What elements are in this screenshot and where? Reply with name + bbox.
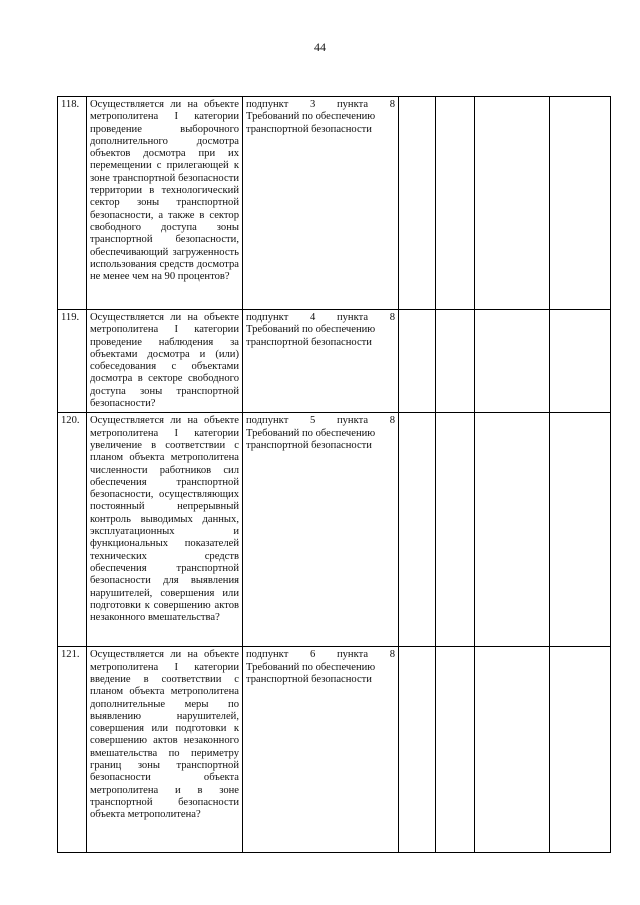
answer-cell-na — [475, 647, 550, 853]
row-number: 119. — [58, 310, 87, 413]
subpoint-number: 5 — [309, 415, 316, 427]
requirement-title: Требований по обеспечению транспортной безопасности — [246, 324, 376, 348]
answer-cell-yes — [399, 413, 436, 647]
subpoint-number: 3 — [309, 99, 316, 110]
row-number: 118. — [58, 97, 87, 310]
answer-cell-na — [475, 97, 550, 310]
point-number: 8 — [389, 312, 395, 323]
answer-cell-yes — [399, 310, 436, 413]
answer-cell-no — [436, 310, 475, 413]
requirement-reference — [243, 97, 399, 310]
subpoint-number: 6 — [309, 649, 316, 661]
row-number: 120. — [58, 413, 87, 647]
answer-cell-na — [475, 310, 550, 413]
checklist-table — [57, 96, 611, 853]
row-number: 121. — [58, 647, 87, 853]
answer-cell-no — [436, 647, 475, 853]
requirement-title: Требований по обеспечению транспортной безопасности — [246, 111, 376, 135]
table-row — [58, 310, 611, 413]
table-row — [58, 647, 611, 853]
answer-cell-yes — [399, 97, 436, 310]
subpoint-label: подпункт — [246, 312, 289, 323]
question-text: Осуществляется ли на объекте метрополитена I категории проведение выборочного дополнительного досмотра объектов досмотра при их перемещении с прилегающей к зоне транспортной безопасности территории в технологический сектор зоны транспортной безопасности, а также в сектор свободного доступа зоны транспортной безопасности, обеспечивающий загруженность использования средств досмотра не менее чем на 90 процентов? — [87, 97, 243, 310]
point-label: пункта — [336, 649, 369, 661]
point-label: пункта — [336, 99, 369, 110]
point-label: пункта — [336, 312, 369, 323]
question-text: Осуществляется ли на объекте метрополитена I категории введение в соответствии с планом объекта метрополитена дополнительные меры по выявлению нарушителей, совершения или подготовки к совершению актов незаконного вмешательства по периметру границ зоны транспортной безопасности объекта метрополитена и в зоне транспортной безопасности объекта метрополитена? — [87, 647, 243, 853]
answer-cell-no — [436, 413, 475, 647]
answer-cell-no — [436, 97, 475, 310]
note-cell — [550, 647, 611, 853]
table-row — [58, 413, 611, 647]
point-number: 8 — [389, 415, 395, 427]
answer-cell-yes — [399, 647, 436, 853]
requirement-title: Требований по обеспечению транспортной безопасности — [246, 661, 376, 685]
subpoint-number: 4 — [309, 312, 316, 323]
page-number: 44 — [314, 40, 326, 54]
subpoint-label: подпункт — [246, 649, 289, 661]
question-text: Осуществляется ли на объекте метрополитена I категории увеличение в соответствии с планом объекта метрополитена численности работников сил обеспечения транспортной безопасности, осуществляющих постоянный непрерывный контроль выводимых данных, эксплуатационных и функциональных показателей технических средств обеспечения транспортной безопасности для выявления нарушителей, совершения или подготовки к совершению актов незаконного вмешательства? — [87, 413, 243, 647]
point-number: 8 — [389, 649, 395, 661]
note-cell — [550, 97, 611, 310]
question-text: Осуществляется ли на объекте метрополитена I категории проведение наблюдения за объектами досмотра и (или) собеседования с объектами досмотра в секторе свободного доступа зоны транспортной безопасности? — [87, 310, 243, 413]
point-number: 8 — [389, 99, 395, 110]
note-cell — [550, 413, 611, 647]
table-row — [58, 97, 611, 310]
requirement-title: Требований по обеспечению транспортной безопасности — [246, 427, 376, 451]
requirement-reference — [243, 310, 399, 413]
requirement-reference — [243, 647, 399, 853]
subpoint-label: подпункт — [246, 415, 289, 427]
requirement-reference — [243, 413, 399, 647]
answer-cell-na — [475, 413, 550, 647]
note-cell — [550, 310, 611, 413]
point-label: пункта — [336, 415, 369, 427]
subpoint-label: подпункт — [246, 99, 289, 110]
